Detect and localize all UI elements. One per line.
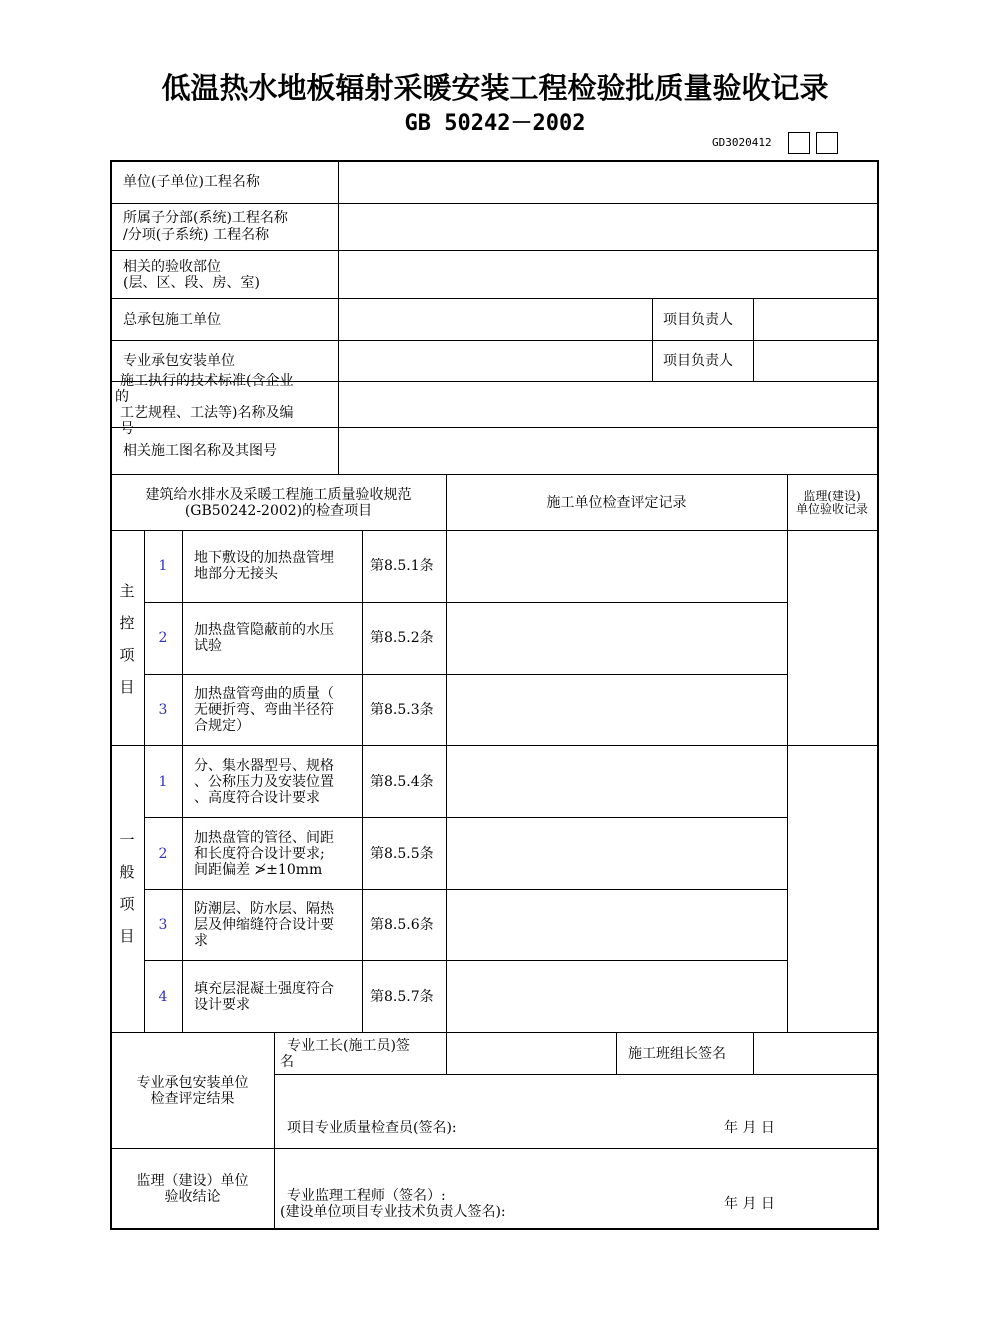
supervisor-conclusion-label-2: 验收结论	[164, 1189, 221, 1205]
form-code: GD3020412	[712, 136, 772, 149]
form-code-box-1[interactable]	[788, 132, 810, 154]
col-divider	[338, 161, 339, 474]
row-divider	[111, 250, 877, 251]
row-divider	[144, 674, 787, 675]
main-item-number: 1	[158, 558, 168, 574]
main-item-clause: 第8.5.2条	[370, 630, 434, 646]
row-divider	[144, 817, 787, 818]
col-divider	[182, 530, 183, 1032]
main-item-desc: 加热盘管弯曲的质量（	[194, 686, 334, 702]
general-item-desc: 填充层混凝土强度符合	[194, 981, 334, 997]
main-item-desc: 地部分无接头	[194, 566, 278, 582]
general-item-clause: 第8.5.7条	[370, 989, 434, 1005]
general-label-char: 项	[119, 895, 135, 913]
row-divider	[111, 474, 877, 475]
col-divider	[652, 298, 653, 381]
standard-label-1: 施工执行的技术标准(含企业	[120, 373, 294, 389]
general-item-desc: 间距偏差 ≯±10mm	[194, 862, 323, 878]
general-item-number: 4	[158, 989, 168, 1005]
form-code-box-2[interactable]	[816, 132, 838, 154]
sub-project-label: 所属子分部(系统)工程名称	[123, 210, 288, 226]
general-item-desc: 、公称压力及安装位置	[194, 774, 334, 790]
main-item-number: 2	[158, 630, 168, 646]
drawings-label: 相关施工图名称及其图号	[123, 443, 277, 459]
row-divider	[111, 745, 877, 746]
row-divider	[111, 427, 877, 428]
row-divider	[111, 1148, 877, 1149]
row-divider	[111, 298, 877, 299]
main-item-desc: 合规定）	[194, 718, 250, 734]
spec-header: 建筑给水排水及采暖工程施工质量验收规范	[145, 487, 412, 503]
col-divider	[274, 1032, 275, 1228]
main-label-char: 控	[119, 614, 135, 632]
spec-header-2: (GB50242-2002)的检查项目	[184, 503, 373, 519]
standard-code: GB 50242－2002	[404, 111, 586, 136]
location-label: 相关的验收部位	[123, 259, 221, 275]
main-label-char: 主	[119, 582, 135, 600]
date-field-2: 年 月 日	[724, 1196, 775, 1212]
location-label-2: (层、区、段、房、室)	[123, 275, 260, 291]
standard-label-4: 号	[120, 421, 134, 437]
row-divider	[144, 889, 787, 890]
main-label-char: 项	[119, 646, 135, 664]
project-manager-label-2: 项目负责人	[663, 353, 733, 369]
general-item-number: 2	[158, 846, 168, 862]
main-item-desc: 加热盘管隐蔽前的水压	[194, 622, 334, 638]
row-divider	[111, 203, 877, 204]
general-item-clause: 第8.5.6条	[370, 917, 434, 933]
col-divider	[753, 298, 754, 381]
contractor-result-label: 专业承包安装单位	[136, 1075, 249, 1091]
general-item-desc: 分、集水器型号、规格	[194, 758, 334, 774]
general-item-desc: 层及伸缩缝符合设计要	[194, 917, 334, 933]
col-divider	[753, 1032, 754, 1074]
general-label-char: 一	[119, 831, 135, 849]
unit-project-label: 单位(子单位)工程名称	[123, 174, 260, 190]
main-label-char: 目	[119, 678, 135, 696]
row-divider	[111, 340, 877, 341]
form-title: 低温热水地板辐射采暖安装工程检验批质量验收记录	[161, 71, 829, 105]
owner-signature-label: (建设单位项目专业技术负责人签名):	[280, 1204, 506, 1220]
general-items-label	[117, 824, 137, 952]
engineer-signature-label: 专业监理工程师（签名）:	[287, 1188, 446, 1204]
supervisor-conclusion-label: 监理（建设）单位	[136, 1173, 249, 1189]
row-divider	[111, 530, 877, 531]
main-item-clause: 第8.5.3条	[370, 702, 434, 718]
general-item-desc: 设计要求	[194, 997, 250, 1013]
col-divider	[787, 474, 788, 1032]
general-item-desc: 和长度符合设计要求;	[194, 846, 325, 862]
project-manager-label: 项目负责人	[663, 312, 733, 328]
supervisor-header: 监理(建设)	[803, 489, 861, 503]
main-item-number: 3	[158, 702, 168, 718]
date-field: 年 月 日	[724, 1120, 775, 1136]
main-items-label	[117, 575, 137, 703]
row-divider	[274, 1074, 877, 1075]
specialty-contractor-label: 专业承包安装单位	[123, 353, 235, 369]
contractor-result-label-2: 检查评定结果	[150, 1091, 235, 1107]
foreman-label: 专业工长(施工员)签	[287, 1038, 410, 1054]
main-item-desc: 试验	[194, 638, 222, 654]
team-leader-label: 施工班组长签名	[628, 1046, 726, 1062]
foreman-label-2: 名	[280, 1054, 294, 1070]
row-divider	[144, 960, 787, 961]
col-divider	[616, 1032, 617, 1074]
row-divider	[111, 1032, 877, 1033]
standard-label-cell	[112, 373, 337, 437]
general-item-desc: 求	[194, 933, 208, 949]
col-divider	[446, 530, 447, 1032]
general-item-desc: 加热盘管的管径、间距	[194, 830, 334, 846]
main-item-desc: 地下敷设的加热盘管埋	[194, 550, 334, 566]
general-item-clause: 第8.5.4条	[370, 774, 434, 790]
general-label-char: 般	[119, 863, 135, 881]
standard-label-2: 的	[115, 389, 129, 405]
main-item-clause: 第8.5.1条	[370, 558, 434, 574]
col-divider	[446, 1032, 447, 1074]
main-item-desc: 无硬折弯、弯曲半径符	[194, 702, 334, 718]
general-item-clause: 第8.5.5条	[370, 846, 434, 862]
contractor-record-header: 施工单位检查评定记录	[546, 495, 687, 511]
quality-inspector-label: 项目专业质量检查员(签名):	[287, 1120, 457, 1136]
sub-project-label-2: /分项(子系统) 工程名称	[123, 227, 270, 243]
general-item-number: 3	[158, 917, 168, 933]
general-item-desc: 防潮层、防水层、隔热	[194, 901, 334, 917]
general-label-char: 目	[119, 927, 135, 945]
standard-label-3: 工艺规程、工法等)名称及编	[120, 405, 294, 421]
general-contractor-label: 总承包施工单位	[123, 312, 221, 328]
supervisor-header-2: 单位验收记录	[795, 502, 868, 516]
general-item-number: 1	[158, 774, 168, 790]
row-divider	[144, 602, 787, 603]
col-divider	[362, 530, 363, 1032]
general-item-desc: 、高度符合设计要求	[194, 790, 320, 806]
